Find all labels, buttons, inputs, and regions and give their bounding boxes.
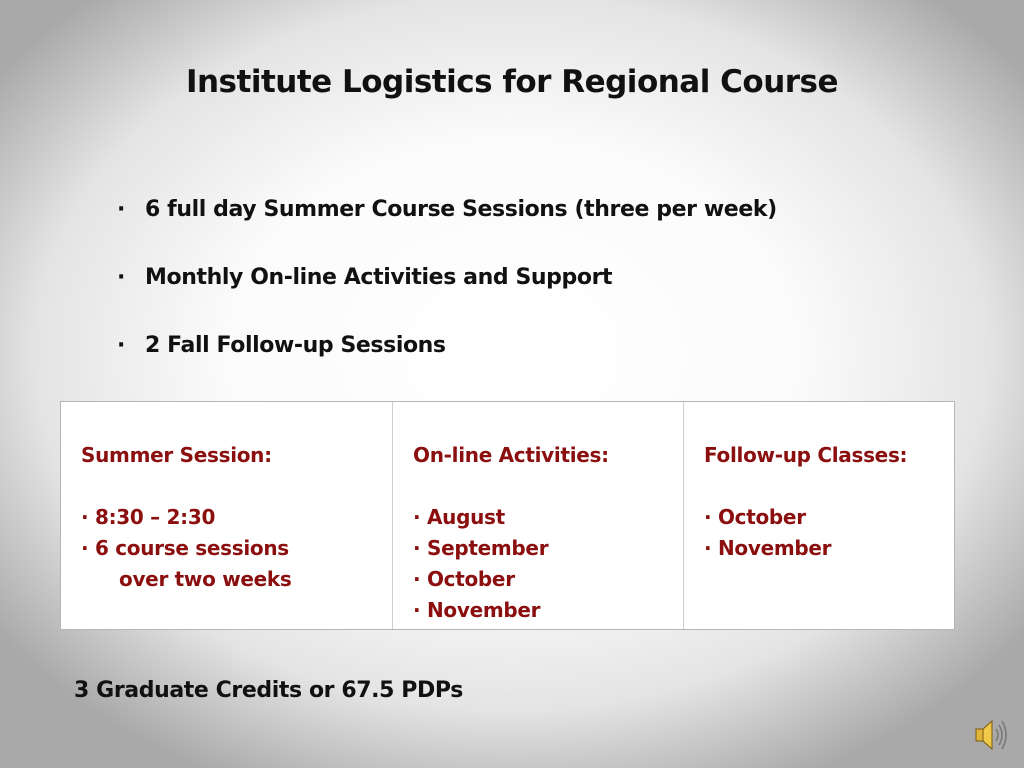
bullet-text: 2 Fall Follow-up Sessions [145, 333, 446, 358]
bullet-dot: · [117, 333, 125, 358]
bullet-item [117, 265, 777, 333]
column-heading: Summer Session: [81, 443, 272, 467]
column-item: over two weeks [119, 567, 292, 591]
schedule-table [60, 401, 955, 630]
bullet-text: Monthly On-line Activities and Support [145, 265, 613, 290]
column-item: · October [704, 505, 806, 529]
bullet-item [117, 333, 777, 401]
slide-title: Institute Logistics for Regional Course [185, 64, 839, 100]
column-item: · November [413, 598, 541, 622]
bullet-item [117, 197, 777, 265]
bullet-dot: · [117, 265, 125, 290]
bullet-list [117, 197, 777, 401]
speaker-icon[interactable] [970, 715, 1010, 755]
bullet-dot: · [117, 197, 125, 222]
column-item: · 6 course sessions [81, 536, 289, 560]
credits-text: 3 Graduate Credits or 67.5 PDPs [74, 678, 463, 703]
summer-session-column [61, 402, 392, 629]
column-item: · 8:30 – 2:30 [81, 505, 216, 529]
column-heading: On-line Activities: [413, 443, 609, 467]
column-heading: Follow-up Classes: [704, 443, 908, 467]
column-item: · November [704, 536, 832, 560]
column-item: · August [413, 505, 505, 529]
bullet-text: 6 full day Summer Course Sessions (three per week) [145, 197, 777, 222]
column-item: · October [413, 567, 515, 591]
online-activities-column [392, 402, 683, 629]
column-item: · September [413, 536, 549, 560]
follow-up-classes-column [683, 402, 954, 629]
